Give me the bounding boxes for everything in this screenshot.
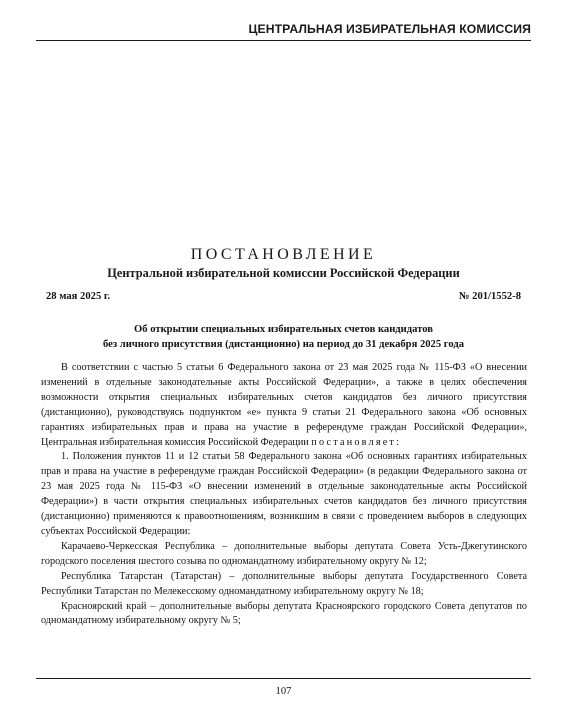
heading-line-2: без личного присутствия (дистанционно) на период до 31 декабря 2025 года (103, 339, 464, 350)
document-meta (46, 291, 521, 307)
paragraph-region-1: Карачаево-Черкесская Республика – дополнительные выборы депутата Совета Усть-Джегутинского городского поселения шестого созыва по одномандатному избирательному округу № 12; (41, 540, 527, 567)
resolves-word: постановляет: (311, 436, 402, 448)
paragraph-region-2: Республика Татарстан (Татарстан) – дополнительные выборы депутата Государственного Совета Республики Татарстан по Мелекесскому одномандатному избирательному округу № 18; (41, 570, 527, 597)
document-heading (36, 322, 531, 352)
paragraph-region-3: Красноярский край – дополнительные выборы депутата Красноярского городского Совета депутатов по одномандатному избирательному округу № 5; (41, 600, 527, 627)
page-number: 107 (275, 686, 292, 697)
paragraph-clause-1: 1. Положения пунктов 11 и 12 статьи 58 Федерального закона «Об основных гарантиях избирательных прав и права на участие в референдуме граждан Российской Федерации» (в редакции Федерального закона от 23 мая 2025 года № 115-ФЗ «О внесении изменений в отдельные законодательные акты Российской Федерации») в части открытия специальных избирательных счетов кандидатов без личного присутствия (дистанционно) применяются к правоотношениям, возникшим в связи с проведением выборов в следующих субъектах Российской Федерации: (41, 451, 527, 537)
footer-rule (36, 678, 531, 679)
running-header (36, 20, 531, 42)
document-number: № 201/1552-8 (458, 291, 521, 302)
document-title: ПОСТАНОВЛЕНИЕ (190, 246, 377, 263)
paragraph-preamble (41, 361, 527, 450)
heading-line-1: Об открытии специальных избирательных счетов кандидатов (134, 324, 433, 335)
header-rule (36, 40, 531, 41)
document-subtitle: Центральной избирательной комиссии Российской Федерации (107, 266, 460, 280)
document-date: 28 мая 2025 г. (46, 291, 111, 302)
preamble-text: В соответствии с частью 5 статьи 6 Федерального закона от 23 мая 2025 года № 115-ФЗ «О внесении изменений в отдельные законодательные акты Российской Федерации», а также в целях обеспечения возможности открытия специальных избирательных счетов кандидатов без личного присутствия (дистанционно), руководствуясь подпунктом «е» пункта 9 статьи 21 Федерального закона «Об основных гарантиях избирательных прав и права на участие в референдуме граждан Российской Федерации», Центральная избирательная комиссия Российской Федерации (41, 362, 527, 448)
document-body (41, 361, 527, 629)
header-title: ЦЕНТРАЛЬНАЯ ИЗБИРАТЕЛЬНАЯ КОМИССИЯ (248, 22, 531, 36)
